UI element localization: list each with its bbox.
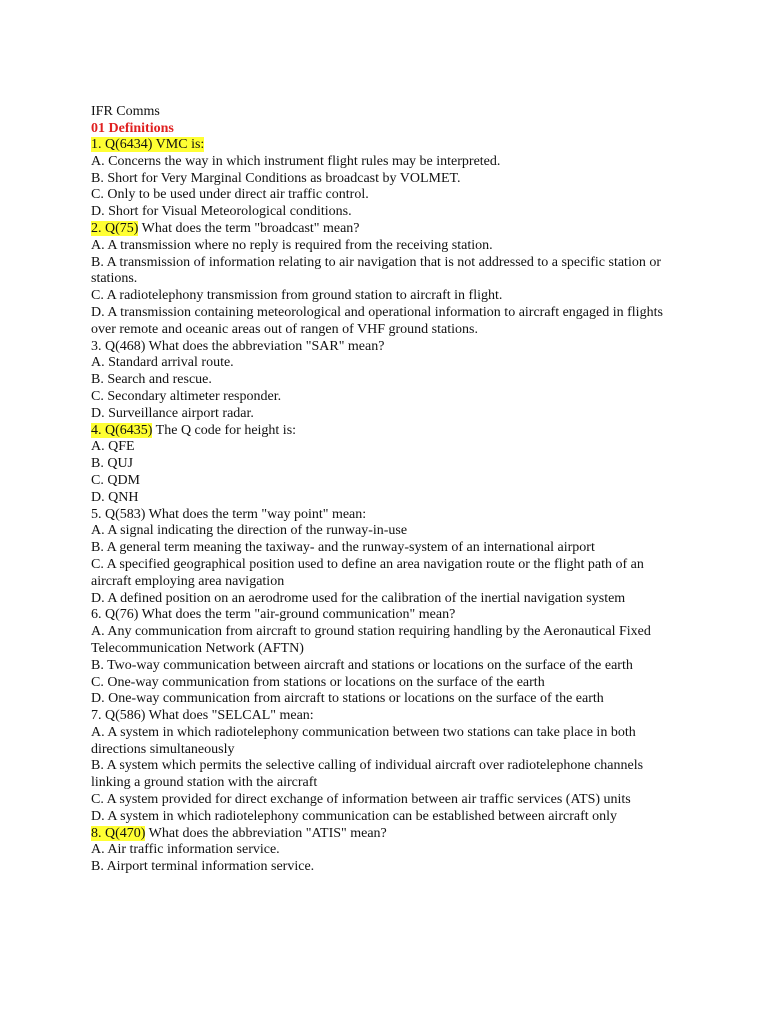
question-line bbox=[91, 708, 681, 725]
question-number: 8. bbox=[91, 825, 102, 841]
answer-option: B. Short for Very Marginal Conditions as broadcast by VOLMET. bbox=[91, 170, 461, 186]
question-line bbox=[91, 137, 681, 154]
answer-option: C. A specified geographical position used to define an area navigation route or the flight path of an aircraft employing area navigation bbox=[91, 556, 644, 589]
question-number-code bbox=[91, 137, 204, 152]
answer-option: A. A signal indicating the direction of the runway-in-use bbox=[91, 523, 408, 539]
question-block bbox=[91, 423, 681, 507]
question-number: 2. bbox=[91, 220, 102, 236]
question-text: What does "SELCAL" mean: bbox=[145, 708, 314, 724]
question-number: 4. bbox=[91, 422, 102, 438]
answer-option: A. Air traffic information service. bbox=[91, 842, 280, 858]
question-block bbox=[91, 607, 681, 708]
answer-option: C. One-way communication from stations or locations on the surface of the earth bbox=[91, 674, 545, 690]
question-code: Q(6435) bbox=[101, 422, 153, 438]
question-number-code bbox=[91, 221, 138, 236]
answer-option: A. Concerns the way in which instrument flight rules may be interpreted. bbox=[91, 153, 501, 169]
question-text: What does the term "broadcast" mean? bbox=[138, 220, 360, 236]
answer-option: D. Surveillance airport radar. bbox=[91, 405, 254, 421]
answer-option: B. A transmission of information relating to air navigation that is not addressed to a specific station or stations. bbox=[91, 254, 662, 287]
question-block bbox=[91, 221, 681, 339]
answer-option: A. QFE bbox=[91, 439, 135, 455]
answer-option: B. A system which permits the selective calling of individual aircraft over radiotelephone channels linking a ground station with the aircraft bbox=[91, 758, 644, 791]
answer-option: B. Airport terminal information service. bbox=[91, 859, 315, 875]
question-number: 7. bbox=[91, 708, 102, 724]
question-number-code bbox=[91, 423, 152, 438]
question-block bbox=[91, 507, 681, 608]
question-text: The Q code for height is: bbox=[152, 422, 297, 438]
question-line bbox=[91, 507, 681, 524]
document-title: IFR Comms bbox=[91, 104, 160, 119]
question-line bbox=[91, 607, 681, 624]
question-block bbox=[91, 339, 681, 423]
question-line bbox=[91, 221, 681, 238]
answer-option: A. Standard arrival route. bbox=[91, 355, 234, 371]
answer-option: A. Any communication from aircraft to ground station requiring handling by the Aeronautical Fixed Telecommunication Network (AFTN) bbox=[91, 624, 651, 656]
question-line bbox=[91, 339, 681, 356]
answer-option: D. QNH bbox=[91, 489, 139, 505]
question-number-code bbox=[91, 708, 145, 723]
question-number-code bbox=[91, 826, 145, 841]
question-text: What does the term "way point" mean: bbox=[145, 506, 367, 522]
answer-option: C. A radiotelephony transmission from ground station to aircraft in flight. bbox=[91, 288, 503, 304]
question-number-code bbox=[91, 339, 145, 354]
question-text: What does the abbreviation "SAR" mean? bbox=[145, 338, 385, 354]
question-text: What does the term "air-ground communication" mean? bbox=[138, 607, 456, 623]
answer-option: B. Search and rescue. bbox=[91, 372, 212, 388]
answer-option: C. QDM bbox=[91, 472, 141, 488]
question-code: Q(468) bbox=[101, 338, 146, 354]
answer-option: C. A system provided for direct exchange of information between air traffic services (ATS) units bbox=[91, 792, 631, 808]
question-code: Q(76) bbox=[101, 607, 139, 623]
answer-option: B. A general term meaning the taxiway- and the runway-system of an international airport bbox=[91, 540, 595, 556]
answer-option: B. Two-way communication between aircraft and stations or locations on the surface of the earth bbox=[91, 657, 633, 673]
question-code: Q(586) bbox=[101, 708, 146, 724]
question-number: 1. bbox=[91, 137, 102, 152]
question-line bbox=[91, 826, 681, 843]
section-heading: 01 Definitions bbox=[91, 121, 174, 136]
question-block bbox=[91, 826, 681, 876]
answer-option: D. A transmission containing meteorological and operational information to aircraft engaged in flights over remote and oceanic areas out of rangen of VHF ground stations. bbox=[91, 304, 663, 337]
question-list bbox=[91, 137, 681, 876]
question-number-code bbox=[91, 507, 145, 522]
question-text: What does the abbreviation "ATIS" mean? bbox=[145, 825, 387, 841]
question-number: 3. bbox=[91, 338, 102, 354]
answer-option: B. QUJ bbox=[91, 456, 134, 472]
answer-option: A. A system in which radiotelephony communication between two stations can take place in both directions simultaneously bbox=[91, 724, 636, 757]
question-number: 6. bbox=[91, 607, 102, 623]
question-code: Q(75) bbox=[101, 220, 139, 236]
question-line bbox=[91, 423, 681, 440]
answer-option: A. A transmission where no reply is required from the receiving station. bbox=[91, 237, 493, 253]
question-number: 5. bbox=[91, 506, 102, 522]
answer-option: D. Short for Visual Meteorological conditions. bbox=[91, 204, 352, 220]
question-number-code bbox=[91, 607, 138, 622]
answer-option: D. A defined position on an aerodrome used for the calibration of the inertial navigation system bbox=[91, 590, 626, 606]
question-code: Q(583) bbox=[101, 506, 146, 522]
answer-option: C. Only to be used under direct air traffic control. bbox=[91, 187, 369, 203]
question-block bbox=[91, 137, 681, 221]
question-code: Q(470) bbox=[101, 825, 146, 841]
answer-option: D. A system in which radiotelephony communication can be established between aircraft only bbox=[91, 808, 618, 824]
question-block bbox=[91, 708, 681, 826]
answer-option: C. Secondary altimeter responder. bbox=[91, 388, 282, 404]
question-code: Q(6434) VMC is: bbox=[101, 137, 205, 152]
answer-option: D. One-way communication from aircraft to stations or locations on the surface of the earth bbox=[91, 691, 604, 707]
